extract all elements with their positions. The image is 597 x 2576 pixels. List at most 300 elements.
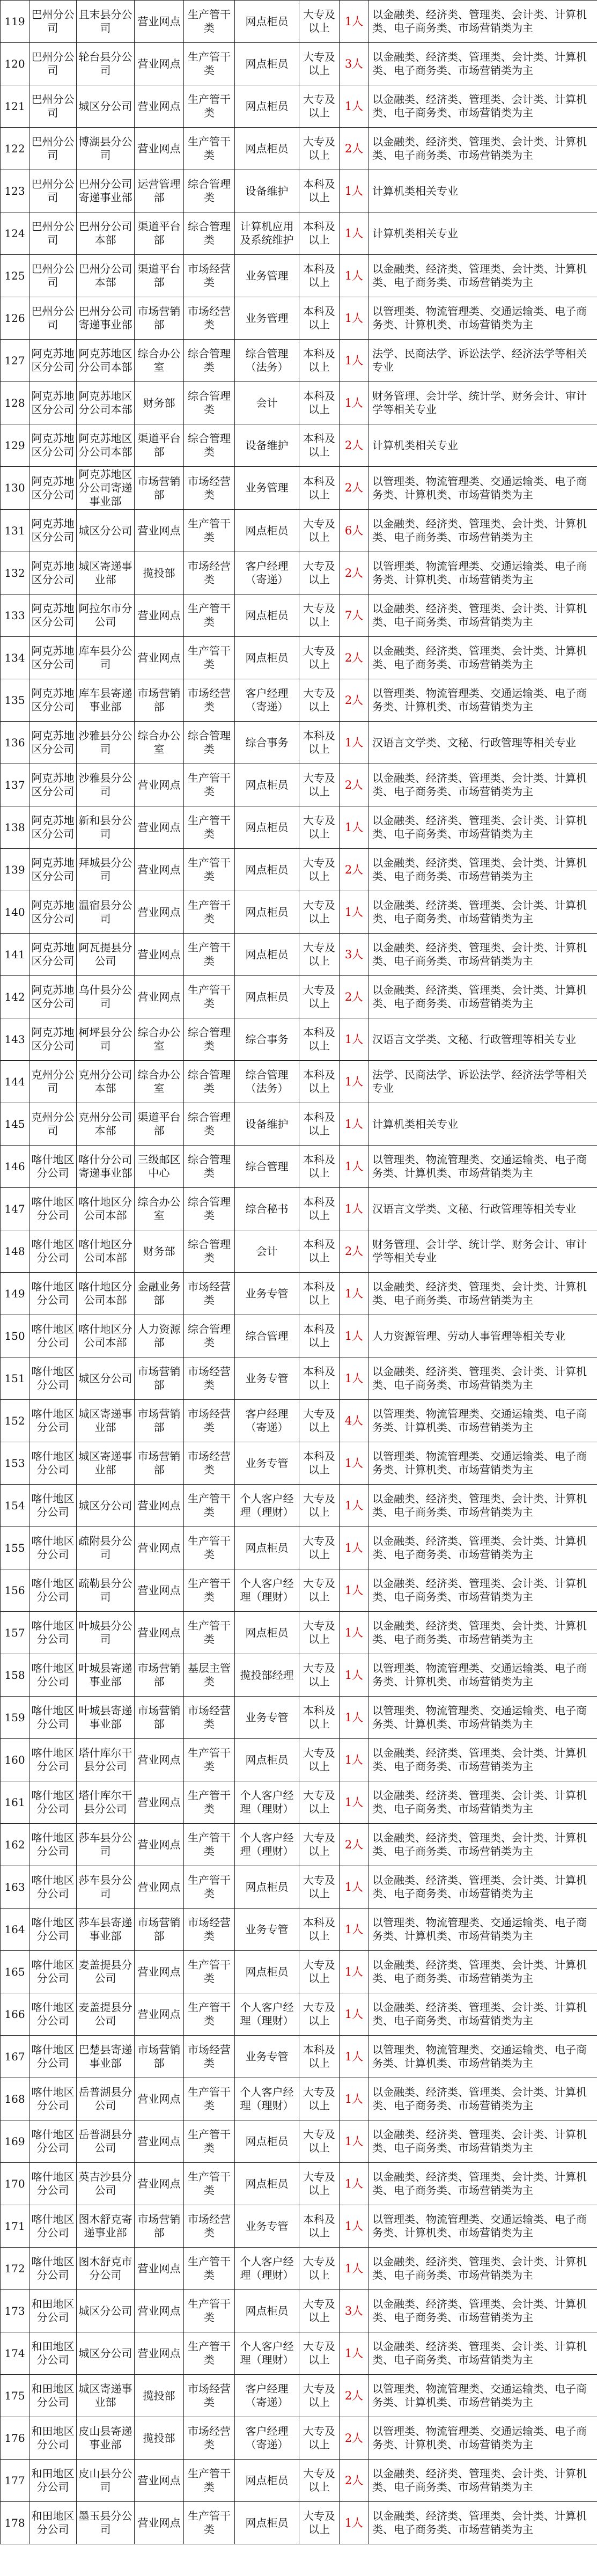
headcount-cell: 2人 — [340, 764, 369, 806]
headcount-cell: 2人 — [340, 424, 369, 467]
region-cell: 喀什地区分公司 — [30, 1442, 77, 1485]
job-family-cell: 市场经营类 — [184, 1273, 235, 1315]
table-body — [1, 1, 597, 2544]
job-family-cell: 生产管干类 — [184, 1866, 235, 1909]
position-cell: 综合管理（法务） — [235, 1061, 299, 1103]
table-row — [1, 1866, 597, 1909]
region-cell: 阿克苏地区分公司 — [30, 891, 77, 934]
education-cell: 大专及以上 — [299, 2502, 340, 2544]
major-requirement-cell: 以金融类、经济类、管理类、会计类、计算机类、电子商务类、市场营销类为主 — [369, 1485, 597, 1527]
unit-cell: 巴州分公司寄递事业部 — [77, 170, 135, 212]
row-number: 173 — [1, 2290, 30, 2332]
position-cell: 个人客户经理（理财） — [235, 1485, 299, 1527]
region-cell: 阿克苏地区分公司 — [30, 382, 77, 424]
table-row — [1, 1230, 597, 1273]
department-cell: 渠道平台部 — [135, 1103, 184, 1146]
row-number: 166 — [1, 1993, 30, 2036]
table-row — [1, 1739, 597, 1781]
table-row — [1, 637, 597, 679]
region-cell: 喀什地区分公司 — [30, 1188, 77, 1230]
major-requirement-cell: 以金融类、经济类、管理类、会计类、计算机类、电子商务类、市场营销类为主 — [369, 891, 597, 934]
unit-cell: 城区寄递事业部 — [77, 1442, 135, 1485]
row-number: 158 — [1, 1654, 30, 1697]
row-number: 134 — [1, 637, 30, 679]
region-cell: 喀什地区分公司 — [30, 1527, 77, 1569]
department-cell: 市场营销部 — [135, 1357, 184, 1400]
position-cell: 业务管理 — [235, 297, 299, 340]
row-number: 150 — [1, 1315, 30, 1357]
region-cell: 克州分公司 — [30, 1103, 77, 1146]
job-family-cell: 生产管干类 — [184, 637, 235, 679]
job-family-cell: 市场经营类 — [184, 2375, 235, 2417]
job-family-cell: 综合管理类 — [184, 170, 235, 212]
region-cell: 阿克苏地区分公司 — [30, 722, 77, 764]
department-cell: 综合办公室 — [135, 1061, 184, 1103]
education-cell: 大专及以上 — [299, 1824, 340, 1866]
region-cell: 阿克苏地区分公司 — [30, 764, 77, 806]
position-cell: 网点柜员 — [235, 1612, 299, 1654]
row-number: 174 — [1, 2332, 30, 2375]
job-family-cell: 基层主管类 — [184, 1654, 235, 1697]
major-requirement-cell: 以金融类、经济类、管理类、会计类、计算机类、电子商务类、市场营销类为主 — [369, 934, 597, 976]
major-requirement-cell: 以管理类、物流管理类、交通运输类、电子商务类、计算机类、市场营销类为主 — [369, 1697, 597, 1739]
headcount-cell: 2人 — [340, 637, 369, 679]
position-cell: 网点柜员 — [235, 2502, 299, 2544]
major-requirement-cell: 以金融类、经济类、管理类、会计类、计算机类、电子商务类、市场营销类为主 — [369, 1527, 597, 1569]
major-requirement-cell: 以金融类、经济类、管理类、会计类、计算机类、电子商务类、市场营销类为主 — [369, 43, 597, 85]
row-number: 147 — [1, 1188, 30, 1230]
job-family-cell: 综合管理类 — [184, 212, 235, 255]
row-number: 129 — [1, 424, 30, 467]
row-number: 125 — [1, 255, 30, 297]
major-requirement-cell: 以金融类、经济类、管理类、会计类、计算机类、电子商务类、市场营销类为主 — [369, 2120, 597, 2163]
department-cell: 营业网点 — [135, 1993, 184, 2036]
unit-cell: 城区分公司 — [77, 510, 135, 552]
row-number: 121 — [1, 85, 30, 128]
position-cell: 网点柜员 — [235, 806, 299, 849]
table-row — [1, 1146, 597, 1188]
table-row — [1, 1909, 597, 1951]
major-requirement-cell: 汉语言文学类、文秘、行政管理等相关专业 — [369, 1188, 597, 1230]
table-row — [1, 1485, 597, 1527]
position-cell: 会计 — [235, 382, 299, 424]
unit-cell: 巴州分公司寄递事业部 — [77, 297, 135, 340]
table-row — [1, 552, 597, 595]
job-family-cell: 市场经营类 — [184, 1909, 235, 1951]
unit-cell: 皮山县分公司 — [77, 2460, 135, 2502]
department-cell: 营业网点 — [135, 1824, 184, 1866]
position-cell: 客户经理（寄递） — [235, 2375, 299, 2417]
department-cell: 综合办公室 — [135, 1018, 184, 1061]
department-cell: 营业网点 — [135, 1569, 184, 1612]
position-cell: 网点柜员 — [235, 1527, 299, 1569]
major-requirement-cell: 以金融类、经济类、管理类、会计类、计算机类、电子商务类、市场营销类为主 — [369, 2332, 597, 2375]
row-number: 145 — [1, 1103, 30, 1146]
major-requirement-cell: 以金融类、经济类、管理类、会计类、计算机类、电子商务类、市场营销类为主 — [369, 128, 597, 170]
education-cell: 大专及以上 — [299, 510, 340, 552]
unit-cell: 莎车县分公司 — [77, 1824, 135, 1866]
region-cell: 喀什地区分公司 — [30, 1993, 77, 2036]
headcount-cell: 1人 — [340, 170, 369, 212]
education-cell: 大专及以上 — [299, 1400, 340, 1442]
region-cell: 喀什地区分公司 — [30, 2036, 77, 2078]
major-requirement-cell: 财务管理、会计学、统计学、财务会计、审计学等相关专业 — [369, 382, 597, 424]
unit-cell: 巴楚县寄递事业部 — [77, 2036, 135, 2078]
unit-cell: 喀什分公司寄递事业部 — [77, 1146, 135, 1188]
table-row — [1, 2290, 597, 2332]
region-cell: 巴州分公司 — [30, 255, 77, 297]
region-cell: 喀什地区分公司 — [30, 2120, 77, 2163]
major-requirement-cell: 以金融类、经济类、管理类、会计类、计算机类、电子商务类、市场营销类为主 — [369, 2248, 597, 2290]
headcount-cell: 1人 — [340, 2036, 369, 2078]
education-cell: 大专及以上 — [299, 2290, 340, 2332]
education-cell: 本科及以上 — [299, 255, 340, 297]
education-cell: 大专及以上 — [299, 1866, 340, 1909]
major-requirement-cell: 以金融类、经济类、管理类、会计类、计算机类、电子商务类、市场营销类为主 — [369, 255, 597, 297]
region-cell: 阿克苏地区分公司 — [30, 424, 77, 467]
education-cell: 大专及以上 — [299, 1781, 340, 1824]
major-requirement-cell: 以金融类、经济类、管理类、会计类、计算机类、电子商务类、市场营销类为主 — [369, 1866, 597, 1909]
region-cell: 巴州分公司 — [30, 212, 77, 255]
row-number: 170 — [1, 2163, 30, 2205]
department-cell: 营业网点 — [135, 85, 184, 128]
education-cell: 本科及以上 — [299, 1442, 340, 1485]
position-cell: 设备维护 — [235, 424, 299, 467]
headcount-cell: 2人 — [340, 679, 369, 722]
region-cell: 巴州分公司 — [30, 85, 77, 128]
job-family-cell: 市场经营类 — [184, 1697, 235, 1739]
headcount-cell: 1人 — [340, 891, 369, 934]
table-row — [1, 2163, 597, 2205]
table-row — [1, 1103, 597, 1146]
table-row — [1, 1018, 597, 1061]
region-cell: 喀什地区分公司 — [30, 1357, 77, 1400]
major-requirement-cell: 汉语言文学类、文秘、行政管理等相关专业 — [369, 1018, 597, 1061]
unit-cell: 喀什地区分公司本部 — [77, 1315, 135, 1357]
major-requirement-cell: 以金融类、经济类、管理类、会计类、计算机类、电子商务类、市场营销类为主 — [369, 1, 597, 43]
major-requirement-cell: 以管理类、物流管理类、交通运输类、电子商务类、计算机类、市场营销类为主 — [369, 1400, 597, 1442]
position-cell: 个人客户经理（理财） — [235, 1993, 299, 2036]
education-cell: 大专及以上 — [299, 85, 340, 128]
major-requirement-cell: 以金融类、经济类、管理类、会计类、计算机类、电子商务类、市场营销类为主 — [369, 764, 597, 806]
table-row — [1, 1, 597, 43]
row-number: 162 — [1, 1824, 30, 1866]
headcount-cell: 1人 — [340, 255, 369, 297]
row-number: 157 — [1, 1612, 30, 1654]
job-family-cell: 生产管干类 — [184, 764, 235, 806]
row-number: 177 — [1, 2460, 30, 2502]
region-cell: 阿克苏地区分公司 — [30, 679, 77, 722]
region-cell: 阿克苏地区分公司 — [30, 552, 77, 595]
region-cell: 喀什地区分公司 — [30, 1612, 77, 1654]
row-number: 139 — [1, 849, 30, 891]
headcount-cell: 1人 — [340, 1485, 369, 1527]
position-cell: 业务专管 — [235, 2036, 299, 2078]
department-cell: 综合办公室 — [135, 722, 184, 764]
unit-cell: 塔什库尔干县分公司 — [77, 1781, 135, 1824]
region-cell: 和田地区分公司 — [30, 2375, 77, 2417]
position-cell: 个人客户经理（理财） — [235, 1781, 299, 1824]
education-cell: 大专及以上 — [299, 2248, 340, 2290]
education-cell: 大专及以上 — [299, 2375, 340, 2417]
region-cell: 喀什地区分公司 — [30, 1569, 77, 1612]
table-row — [1, 1061, 597, 1103]
department-cell: 市场营销部 — [135, 1442, 184, 1485]
headcount-cell: 1人 — [340, 1188, 369, 1230]
region-cell: 喀什地区分公司 — [30, 2163, 77, 2205]
position-cell: 个人客户经理（理财） — [235, 2332, 299, 2375]
department-cell: 营业网点 — [135, 595, 184, 637]
major-requirement-cell: 财务管理、会计学、统计学、财务会计、审计学等相关专业 — [369, 1230, 597, 1273]
education-cell: 大专及以上 — [299, 679, 340, 722]
education-cell: 本科及以上 — [299, 722, 340, 764]
education-cell: 本科及以上 — [299, 1188, 340, 1230]
job-family-cell: 生产管干类 — [184, 1569, 235, 1612]
unit-cell: 巴州分公司本部 — [77, 255, 135, 297]
department-cell: 营业网点 — [135, 2290, 184, 2332]
headcount-cell: 2人 — [340, 849, 369, 891]
row-number: 154 — [1, 1485, 30, 1527]
position-cell: 网点柜员 — [235, 1951, 299, 1993]
unit-cell: 城区寄递事业部 — [77, 552, 135, 595]
region-cell: 喀什地区分公司 — [30, 1273, 77, 1315]
region-cell: 喀什地区分公司 — [30, 2078, 77, 2120]
education-cell: 本科及以上 — [299, 1018, 340, 1061]
major-requirement-cell: 以金融类、经济类、管理类、会计类、计算机类、电子商务类、市场营销类为主 — [369, 85, 597, 128]
job-family-cell: 综合管理类 — [184, 1103, 235, 1146]
unit-cell: 城区寄递事业部 — [77, 2375, 135, 2417]
position-cell: 网点柜员 — [235, 2163, 299, 2205]
major-requirement-cell: 以金融类、经济类、管理类、会计类、计算机类、电子商务类、市场营销类为主 — [369, 637, 597, 679]
unit-cell: 墨玉县分公司 — [77, 2502, 135, 2544]
education-cell: 本科及以上 — [299, 212, 340, 255]
row-number: 176 — [1, 2417, 30, 2460]
job-family-cell: 生产管干类 — [184, 1781, 235, 1824]
region-cell: 阿克苏地区分公司 — [30, 806, 77, 849]
major-requirement-cell: 计算机类相关专业 — [369, 212, 597, 255]
department-cell: 市场营销部 — [135, 1909, 184, 1951]
major-requirement-cell: 以管理类、物流管理类、交通运输类、电子商务类、计算机类、市场营销类为主 — [369, 2036, 597, 2078]
table-row — [1, 340, 597, 382]
job-family-cell: 生产管干类 — [184, 976, 235, 1018]
unit-cell: 莎车县寄递事业部 — [77, 1909, 135, 1951]
region-cell: 阿克苏地区分公司 — [30, 340, 77, 382]
region-cell: 喀什地区分公司 — [30, 1781, 77, 1824]
education-cell: 大专及以上 — [299, 637, 340, 679]
education-cell: 大专及以上 — [299, 552, 340, 595]
unit-cell: 图木舒克寄递事业部 — [77, 2205, 135, 2248]
position-cell: 业务管理 — [235, 467, 299, 510]
headcount-cell: 2人 — [340, 2460, 369, 2502]
row-number: 143 — [1, 1018, 30, 1061]
table-row — [1, 1781, 597, 1824]
unit-cell: 城区分公司 — [77, 2290, 135, 2332]
education-cell: 大专及以上 — [299, 1951, 340, 1993]
unit-cell: 阿克苏地区分公司本部 — [77, 340, 135, 382]
department-cell: 营业网点 — [135, 976, 184, 1018]
department-cell: 市场营销部 — [135, 679, 184, 722]
job-family-cell: 市场经营类 — [184, 255, 235, 297]
headcount-cell: 1人 — [340, 2502, 369, 2544]
major-requirement-cell: 以金融类、经济类、管理类、会计类、计算机类、电子商务类、市场营销类为主 — [369, 806, 597, 849]
position-cell: 业务专管 — [235, 1909, 299, 1951]
headcount-cell: 7人 — [340, 595, 369, 637]
unit-cell: 岳普湖县分公司 — [77, 2078, 135, 2120]
education-cell: 大专及以上 — [299, 806, 340, 849]
job-family-cell: 生产管干类 — [184, 595, 235, 637]
department-cell: 揽投部 — [135, 2375, 184, 2417]
position-cell: 个人客户经理（理财） — [235, 1824, 299, 1866]
position-cell: 网点柜员 — [235, 891, 299, 934]
job-family-cell: 生产管干类 — [184, 806, 235, 849]
major-requirement-cell: 以金融类、经济类、管理类、会计类、计算机类、电子商务类、市场营销类为主 — [369, 849, 597, 891]
table-row — [1, 2120, 597, 2163]
job-family-cell: 生产管干类 — [184, 1993, 235, 2036]
unit-cell: 麦盖提县分公司 — [77, 1993, 135, 2036]
headcount-cell: 1人 — [340, 2120, 369, 2163]
department-cell: 三级邮区中心 — [135, 1146, 184, 1188]
unit-cell: 皮山县寄递事业部 — [77, 2417, 135, 2460]
region-cell: 巴州分公司 — [30, 128, 77, 170]
position-cell: 揽投部经理 — [235, 1654, 299, 1697]
job-family-cell: 生产管干类 — [184, 128, 235, 170]
unit-cell: 岳普湖县分公司 — [77, 2120, 135, 2163]
unit-cell: 英吉沙县分公司 — [77, 2163, 135, 2205]
region-cell: 巴州分公司 — [30, 43, 77, 85]
table-row — [1, 2078, 597, 2120]
major-requirement-cell: 法学、民商法学、诉讼法学、经济法学等相关专业 — [369, 340, 597, 382]
position-cell: 综合事务 — [235, 722, 299, 764]
major-requirement-cell: 以管理类、物流管理类、交通运输类、电子商务类、计算机类、市场营销类为主 — [369, 552, 597, 595]
position-cell: 业务专管 — [235, 1697, 299, 1739]
department-cell: 市场营销部 — [135, 1697, 184, 1739]
region-cell: 巴州分公司 — [30, 297, 77, 340]
row-number: 155 — [1, 1527, 30, 1569]
region-cell: 喀什地区分公司 — [30, 1909, 77, 1951]
headcount-cell: 1人 — [340, 806, 369, 849]
education-cell: 本科及以上 — [299, 467, 340, 510]
table-row — [1, 128, 597, 170]
table-row — [1, 1612, 597, 1654]
education-cell: 大专及以上 — [299, 2332, 340, 2375]
region-cell: 喀什地区分公司 — [30, 1824, 77, 1866]
department-cell: 营业网点 — [135, 849, 184, 891]
headcount-cell: 1人 — [340, 1909, 369, 1951]
table-row — [1, 1527, 597, 1569]
unit-cell: 叶城县寄递事业部 — [77, 1697, 135, 1739]
region-cell: 喀什地区分公司 — [30, 1230, 77, 1273]
unit-cell: 塔什库尔干县分公司 — [77, 1739, 135, 1781]
position-cell: 网点柜员 — [235, 43, 299, 85]
major-requirement-cell: 以金融类、经济类、管理类、会计类、计算机类、电子商务类、市场营销类为主 — [369, 595, 597, 637]
education-cell: 大专及以上 — [299, 1485, 340, 1527]
major-requirement-cell: 以管理类、物流管理类、交通运输类、电子商务类、计算机类、市场营销类为主 — [369, 2205, 597, 2248]
row-number: 130 — [1, 467, 30, 510]
major-requirement-cell: 以金融类、经济类、管理类、会计类、计算机类、电子商务类、市场营销类为主 — [369, 1273, 597, 1315]
headcount-cell: 1人 — [340, 1061, 369, 1103]
job-family-cell: 生产管干类 — [184, 2332, 235, 2375]
table-row — [1, 382, 597, 424]
headcount-cell: 2人 — [340, 128, 369, 170]
row-number: 160 — [1, 1739, 30, 1781]
unit-cell: 新和县分公司 — [77, 806, 135, 849]
region-cell: 喀什地区分公司 — [30, 1485, 77, 1527]
row-number: 171 — [1, 2205, 30, 2248]
education-cell: 本科及以上 — [299, 424, 340, 467]
table-row — [1, 1654, 597, 1697]
row-number: 133 — [1, 595, 30, 637]
position-cell: 业务专管 — [235, 2205, 299, 2248]
row-number: 126 — [1, 297, 30, 340]
major-requirement-cell: 以金融类、经济类、管理类、会计类、计算机类、电子商务类、市场营销类为主 — [369, 510, 597, 552]
table-row — [1, 764, 597, 806]
major-requirement-cell: 以管理类、物流管理类、交通运输类、电子商务类、计算机类、市场营销类为主 — [369, 1442, 597, 1485]
position-cell: 综合管理（法务） — [235, 340, 299, 382]
row-number: 132 — [1, 552, 30, 595]
unit-cell: 城区分公司 — [77, 1357, 135, 1400]
headcount-cell: 2人 — [340, 467, 369, 510]
table-row — [1, 2332, 597, 2375]
headcount-cell: 1人 — [340, 2248, 369, 2290]
job-family-cell: 生产管干类 — [184, 2078, 235, 2120]
unit-cell: 阿克苏地区分公司本部 — [77, 382, 135, 424]
row-number: 140 — [1, 891, 30, 934]
education-cell: 大专及以上 — [299, 891, 340, 934]
table-row — [1, 1824, 597, 1866]
table-row — [1, 934, 597, 976]
job-family-cell: 市场经营类 — [184, 1442, 235, 1485]
unit-cell: 乌什县分公司 — [77, 976, 135, 1018]
headcount-cell: 2人 — [340, 1824, 369, 1866]
row-number: 178 — [1, 2502, 30, 2544]
table-row — [1, 849, 597, 891]
headcount-cell: 1人 — [340, 1612, 369, 1654]
headcount-cell: 1人 — [340, 1993, 369, 2036]
department-cell: 营业网点 — [135, 2332, 184, 2375]
table-row — [1, 467, 597, 510]
department-cell: 营业网点 — [135, 934, 184, 976]
unit-cell: 柯坪县分公司 — [77, 1018, 135, 1061]
table-row — [1, 1697, 597, 1739]
headcount-cell: 3人 — [340, 934, 369, 976]
job-family-cell: 生产管干类 — [184, 1527, 235, 1569]
region-cell: 喀什地区分公司 — [30, 1654, 77, 1697]
region-cell: 巴州分公司 — [30, 1, 77, 43]
table-row — [1, 2460, 597, 2502]
position-cell: 网点柜员 — [235, 510, 299, 552]
department-cell: 营业网点 — [135, 1866, 184, 1909]
department-cell: 营业网点 — [135, 764, 184, 806]
row-number: 163 — [1, 1866, 30, 1909]
headcount-cell: 1人 — [340, 1146, 369, 1188]
headcount-cell: 1人 — [340, 2205, 369, 2248]
unit-cell: 叶城县分公司 — [77, 1612, 135, 1654]
unit-cell: 温宿县分公司 — [77, 891, 135, 934]
job-family-cell: 生产管干类 — [184, 2502, 235, 2544]
unit-cell: 轮台县分公司 — [77, 43, 135, 85]
job-family-cell: 生产管干类 — [184, 934, 235, 976]
table-row — [1, 1400, 597, 1442]
row-number: 138 — [1, 806, 30, 849]
major-requirement-cell: 以管理类、物流管理类、交通运输类、电子商务类、计算机类、市场营销类为主 — [369, 2375, 597, 2417]
job-family-cell: 市场经营类 — [184, 2036, 235, 2078]
major-requirement-cell: 以金融类、经济类、管理类、会计类、计算机类、电子商务类、市场营销类为主 — [369, 1357, 597, 1400]
position-cell: 网点柜员 — [235, 2290, 299, 2332]
position-cell: 网点柜员 — [235, 2120, 299, 2163]
education-cell: 大专及以上 — [299, 849, 340, 891]
row-number: 172 — [1, 2248, 30, 2290]
job-family-cell: 生产管干类 — [184, 510, 235, 552]
